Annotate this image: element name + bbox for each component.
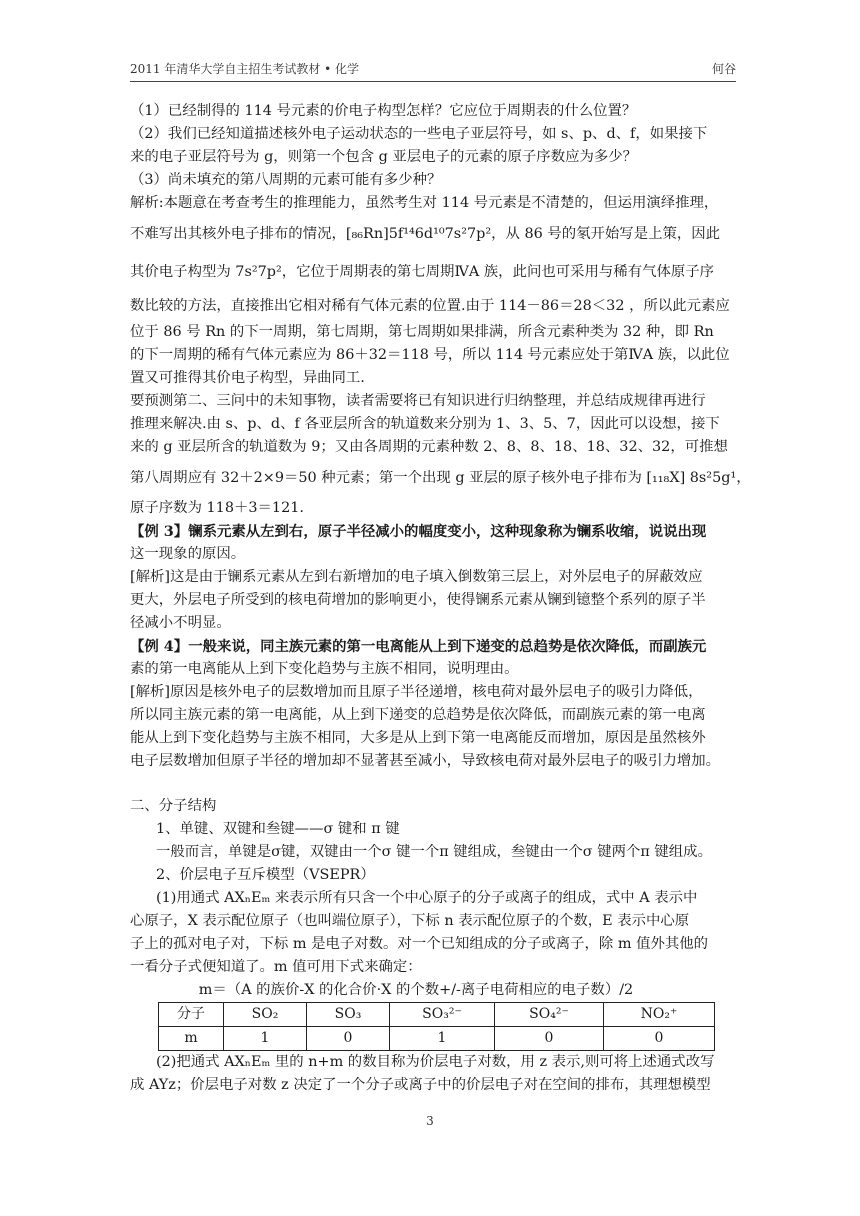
table-cell: 1 bbox=[390, 1027, 495, 1051]
table-cell: SO₂ bbox=[224, 1003, 307, 1027]
text-line: 一看分子式便知道了。m 值可用下式来确定： bbox=[130, 959, 422, 975]
text-line: 置又可推得其价电子构型，异曲同工. bbox=[130, 370, 365, 386]
text-line: 推理来解决.由 s、p、d、f 各亚层所含的轨道数来分别为 1、3、5、7，因此可以设想，接下 bbox=[130, 416, 720, 432]
text-line: 的下一周期的稀有气体元素应为 86＋32＝118 号，所以 114 号元素应处于第ⅣA 族，以此位 bbox=[130, 347, 730, 363]
text-line: 不难写出其核外电子排布的情况，[₈₆Rn]5f¹⁴6d¹⁰7s²7p²，从 86 号的氡开始写是上策，因此 bbox=[130, 226, 721, 242]
table-cell: SO₃ bbox=[307, 1003, 390, 1027]
section-heading: 二、分子结构 bbox=[130, 798, 217, 814]
text-line: （3）尚未填充的第八周期的元素可能有多少种？ bbox=[130, 172, 442, 188]
table-cell: NO₂⁺ bbox=[604, 1003, 715, 1027]
text-line: 能从上到下变化趋势与主族不相同，大多是从上到下第一电离能反而增加，原因是虽然核外 bbox=[130, 730, 706, 746]
text-line: (2)把通式 AXₙEₘ 里的 n+m 的数目称为价层电子对数，用 z 表示,则可将上述通式改写 bbox=[156, 1054, 715, 1070]
text-line: 位于 86 号 Rn 的下一周期，第七周期，第七周期如果排满，所含元素种类为 32 种，即 Rn bbox=[130, 324, 714, 340]
text-line: 要预测第二、三问中的未知事物，读者需要将已有知识进行归纳整理，并总结成规律再进行 bbox=[130, 393, 706, 409]
electron-pair-table bbox=[158, 1002, 715, 1051]
text-line: 第八周期应有 32＋2×9＝50 种元素；第一个出现 g 亚层的原子核外电子排布为 [₁₁₈X] 8s²5g¹， bbox=[130, 470, 751, 486]
table-cell: m bbox=[159, 1027, 224, 1051]
table-cell: 0 bbox=[604, 1027, 715, 1051]
header-title: 2011 年清华大学自主招生考试教材 • 化学 bbox=[130, 62, 360, 76]
text-line: （2）我们已经知道描述核外电子运动状态的一些电子亚层符号，如 s、p、d、f，如果接下 bbox=[130, 126, 708, 142]
text-line: 径减小不明显。 bbox=[130, 615, 231, 631]
text-line: 解析:本题意在考查考生的推理能力，虽然考生对 114 号元素是不清楚的，但运用演绎推理， bbox=[130, 195, 719, 211]
table-row bbox=[159, 1027, 715, 1051]
header-divider bbox=[130, 81, 736, 82]
table-cell: 0 bbox=[495, 1027, 604, 1051]
text-line: 其价电子构型为 7s²7p²，它位于周期表的第七周期ⅣA 族，此问也可采用与稀有气体原子序 bbox=[130, 264, 715, 280]
subsection-heading: 1、单键、双键和叁键——σ 键和 π 键 bbox=[156, 821, 400, 837]
text-line: 心原子，X 表示配位原子（也叫端位原子），下标 n 表示配位原子的个数，E 表示中心原 bbox=[130, 913, 690, 929]
body-text bbox=[130, 100, 751, 1097]
text-line: 一般而言，单键是σ键，双键由一个σ 键一个π 键组成，叁键由一个σ 键两个π 键组成。 bbox=[156, 844, 712, 860]
text-line: 这一现象的原因。 bbox=[130, 546, 246, 562]
example-4-heading: 【例 4】一般来说，同主族元素的第一电离能从上到下递变的总趋势是依次降低，而副族元 bbox=[130, 638, 707, 655]
text-line: 成 AYz；价层电子对数 z 决定了一个分子或离子中的价层电子对在空间的排布，其理想模型 bbox=[130, 1077, 711, 1093]
table-cell: SO₃²⁻ bbox=[390, 1003, 495, 1027]
table-cell: SO₄²⁻ bbox=[495, 1003, 604, 1027]
paragraph-gap bbox=[130, 773, 742, 795]
text-line: 原子序数为 118＋3＝121. bbox=[130, 500, 304, 516]
text-line: [解析]这是由于镧系元素从左到右新增加的电子填入倒数第三层上，对外层电子的屏蔽效应 bbox=[130, 569, 703, 585]
table-cell: 分子 bbox=[159, 1003, 224, 1027]
text-line: 所以同主族元素的第一电离能，从上到下递变的总趋势是依次降低，而副族元素的第一电离 bbox=[130, 707, 706, 723]
text-line: 电子层数增加但原子半径的增加却不显著甚至减小，导致核电荷对最外层电子的吸引力增加。 bbox=[130, 753, 721, 769]
subsection-heading: 2、价层电子互斥模型（VSEPR） bbox=[156, 867, 375, 883]
table-row bbox=[159, 1003, 715, 1027]
text-line: 子上的孤对电子对，下标 m 是电子对数。对一个已知组成的分子或离子，除 m 值外其他的 bbox=[130, 936, 709, 952]
formula-line: m＝（A 的族价-X 的化合价·X 的个数+/-离子电荷相应的电子数）/2 bbox=[198, 982, 634, 998]
text-line: 数比较的方法，直接推出它相对稀有气体元素的位置.由于 114－86＝28＜32 ，所以此元素应 bbox=[130, 298, 730, 314]
running-header bbox=[130, 60, 736, 77]
header-author: 何谷 bbox=[711, 62, 736, 76]
text-line: 更大，外层电子所受到的核电荷增加的影响更小，使得镧系元素从镧到镱整个系列的原子半 bbox=[130, 592, 706, 608]
text-line: 素的第一电离能从上到下变化趋势与主族不相同，说明理由。 bbox=[130, 661, 519, 677]
text-line: 来的 g 亚层所含的轨道数为 9；又由各周期的元素种数 2、8、8、18、18、32、32，可推想 bbox=[130, 439, 728, 455]
page-number: 3 bbox=[426, 1114, 434, 1128]
text-line: 来的电子亚层符号为 g，则第一个包含 g 亚层电子的元素的原子序数应为多少？ bbox=[130, 149, 638, 165]
text-line: （1）已经制得的 114 号元素的价电子构型怎样？它应位于周期表的什么位置？ bbox=[130, 103, 637, 119]
table-cell: 1 bbox=[224, 1027, 307, 1051]
text-line: (1)用通式 AXₙEₘ 来表示所有只含一个中心原子的分子或离子的组成，式中 A 表示中 bbox=[156, 890, 698, 906]
example-3-heading: 【例 3】镧系元素从左到右，原子半径减小的幅度变小，这种现象称为镧系收缩，说说出现 bbox=[130, 523, 707, 540]
table-cell: 0 bbox=[307, 1027, 390, 1051]
text-line: [解析]原因是核外电子的层数增加而且原子半径递增，核电荷对最外层电子的吸引力降低， bbox=[130, 684, 703, 700]
